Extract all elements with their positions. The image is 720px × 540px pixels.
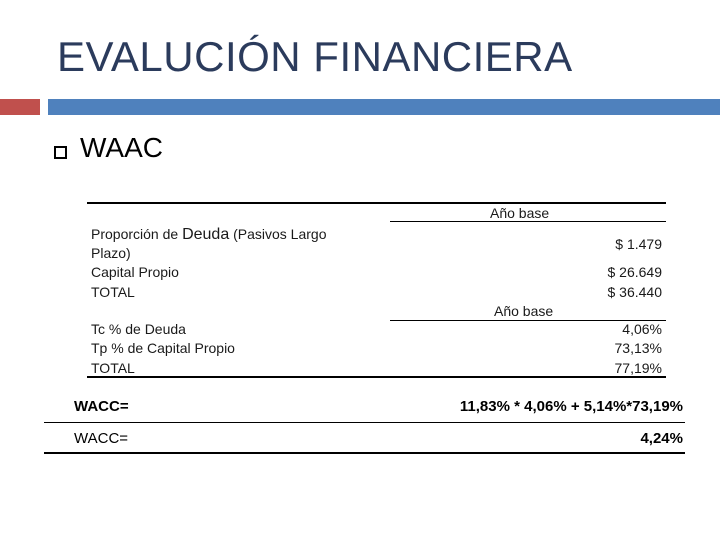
- table2-row-tp-value: 73,13%: [614, 340, 662, 356]
- result-rule: [44, 452, 685, 454]
- table2-row-tc-label: Tc % de Deuda: [91, 321, 186, 337]
- table2-row-total-label: TOTAL: [91, 360, 135, 376]
- wacc-result-value: 4,24%: [640, 430, 683, 447]
- table2-header: Año base: [494, 303, 554, 319]
- square-bullet-icon: [54, 146, 67, 159]
- table1-header-rule: [390, 221, 666, 222]
- wacc-formula-label: WACC=: [74, 398, 129, 415]
- table2-row-total-value: 77,19%: [614, 360, 662, 376]
- slide-title: EVALUCIÓN FINANCIERA: [57, 33, 573, 80]
- title-accent-bar-red: [0, 99, 40, 115]
- table1-row-deuda-label: Proporción de Deuda (Pasivos Largo: [91, 226, 327, 243]
- table1-row-capital-label: Capital Propio: [91, 264, 179, 280]
- title-accent-bar-blue: [48, 99, 720, 115]
- wacc-result-label: WACC=: [74, 430, 129, 447]
- table1-row-capital-value: $ 26.649: [607, 264, 662, 280]
- table1-top-rule: [87, 202, 666, 204]
- formula-rule: [44, 422, 685, 423]
- wacc-formula-expression: 11,83% * 4,06% + 5,14%*73,19%: [459, 398, 683, 415]
- table1-row-total-label: TOTAL: [91, 284, 135, 300]
- bullet-heading: WAAC: [80, 132, 163, 163]
- table1-row-deuda-label-line2: Plazo): [91, 245, 131, 261]
- table1-row-deuda-value: $ 1.479: [615, 236, 662, 252]
- table1-header: Año base: [490, 205, 550, 221]
- table2-row-tc-value: 4,06%: [622, 321, 662, 337]
- table2-bottom-rule: [87, 376, 666, 378]
- table1-row-total-value: $ 36.440: [607, 284, 662, 300]
- table2-row-tp-label: Tp % de Capital Propio: [91, 340, 235, 356]
